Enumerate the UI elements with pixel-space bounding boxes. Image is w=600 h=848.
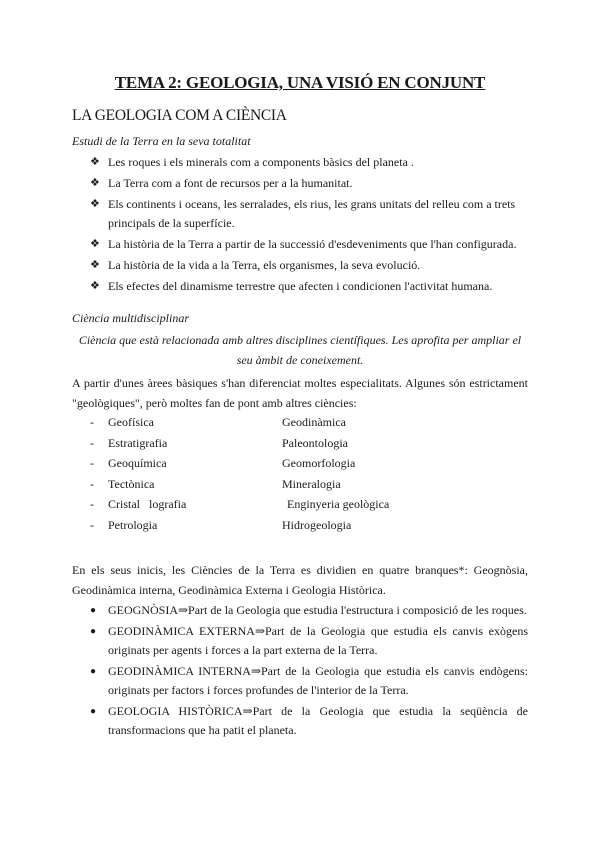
list-item: ● GEODINÀMICA EXTERNA⇒Part de la Geologia que estudia els canvis exògens originats per agents i forces a la part externa de la Terra. — [90, 624, 528, 657]
list-item: - Tectònica Mineralogia — [90, 476, 341, 491]
branches-list — [90, 601, 528, 742]
disciplines-list — [90, 412, 490, 535]
diamond-bullet-icon: ❖ — [90, 280, 100, 292]
list-item: - Cristal lografia Enginyeria geològica — [90, 497, 390, 511]
diamond-bullet-icon: ❖ — [90, 259, 100, 271]
list-item: ● GEOLOGIA HISTÒRICA⇒Part de la Geologia que estudia la seqüència de transformacions que ha patit el planeta. — [90, 704, 528, 737]
diamond-bullet-icon: ❖ — [90, 198, 100, 210]
diamond-bullet-icon: ❖ — [90, 156, 100, 168]
subheading-multidisciplinary: Ciència multidisciplinar — [72, 311, 189, 325]
list-item: ● GEODINÀMICA INTERNA⇒Part de la Geologia que estudia els canvis endògens: originats per factors i forces profundes de l'interior de la Terra. — [90, 664, 528, 697]
bullet-dot-icon: ● — [90, 626, 97, 637]
list-item: ❖ Els continents i oceans, les serralades, els rius, les grans unitats del relleu com a trets principals de la superfície. — [90, 197, 516, 230]
subheading-totality: Estudi de la Terra en la seva totalitat — [72, 134, 251, 148]
list-item: - Estratigrafia Paleontologia — [90, 435, 348, 450]
bullet-dot-icon: ● — [90, 605, 97, 616]
diamond-bullet-icon: ❖ — [90, 177, 100, 189]
list-item: ❖ La història de la vida a la Terra, els organismes, la seva evolució. — [90, 256, 530, 275]
list-item: - Geoquímica Geomorfologia — [90, 456, 356, 470]
specialties-paragraph: A partir d'unes àrees bàsiques s'han diferenciat moltes especialitats. Algunes són estrictament "geològiques", però moltes fan de pont amb altres ciències: — [72, 376, 528, 410]
list-item: - Geofísica Geodinàmica — [90, 415, 346, 429]
list-item: - Petrologia Hidrogeologia — [90, 517, 352, 532]
list-item: ❖ Els efectes del dinamisme terrestre que afecten i condicionen l'activitat humana. — [90, 277, 530, 296]
diamond-bullet-icon: ❖ — [90, 238, 100, 250]
list-item: ❖ Les roques i els minerals com a components bàsics del planeta . — [90, 153, 530, 172]
bullet-dot-icon: ● — [90, 666, 97, 677]
page-title: TEMA 2: GEOLOGIA, UNA VISIÓ EN CONJUNT — [114, 73, 486, 92]
list-item: ❖ La història de la Terra a partir de la successió d'esdeveniments que l'han configurada. — [90, 235, 530, 254]
list-item: ● GEOGNÒSIA⇒Part de la Geologia que estudia l'estructura i composició de les roques. — [90, 601, 528, 620]
list-item: ❖ La Terra com a font de recursos per a la humanitat. — [90, 174, 530, 193]
study-topics-list — [90, 153, 530, 298]
bullet-dot-icon: ● — [90, 706, 97, 717]
branches-intro-paragraph: En els seus inicis, les Ciències de la Terra es dividien en quatre branques*: Geognòsia, Geodinàmica interna, Geodinàmica Externa i Geologia Històrica. — [72, 563, 528, 597]
definition-quote: Ciència que està relacionada amb altres disciplines científiques. Les aprofita per ampliar el seu àmbit de coneixement. — [78, 333, 522, 367]
section-heading: LA GEOLOGIA COM A CIÈNCIA — [72, 107, 287, 124]
